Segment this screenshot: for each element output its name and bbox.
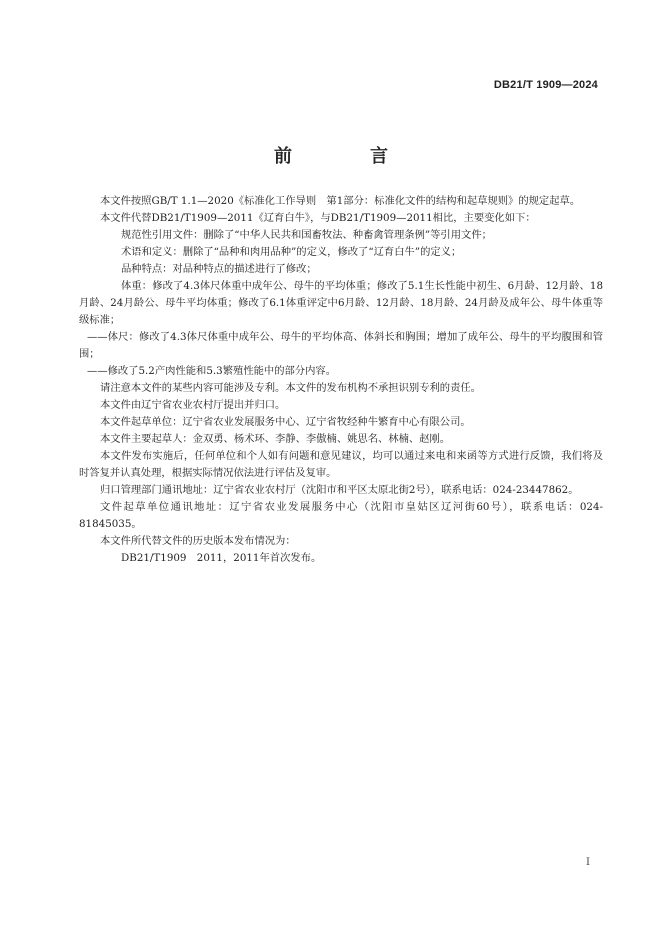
document-code: DB21/T 1909—2024 — [493, 79, 598, 91]
paragraph-proposer: 本文件由辽宁省农业农村厅提出并归口。 — [100, 399, 286, 411]
paragraph-body-size: ——体尺：修改了4.3体尺体重中成年公、母牛的平均体高、体斜长和胸围；增加了成年公、母牛的平均腹围和管围； — [79, 331, 603, 360]
page-title: 前 言 — [274, 146, 418, 167]
paragraph-normative-refs: 规范性引用文件：删除了“中华人民共和国畜牧法、种畜禽管理条例”等引用文件； — [121, 229, 492, 241]
paragraph-authority-address: 归口管理部门通讯地址：辽宁省农业农村厅（沈阳市和平区太原北街2号），联系电话：024-23447862。 — [100, 484, 579, 496]
paragraph-history-item: DB21/T1909 2011，2011年首次发布。 — [121, 552, 322, 564]
paragraph-breed-features: 品种特点：对品种特点的描述进行了修改； — [121, 263, 317, 275]
paragraph-drafters: 本文件主要起草人：金双勇、杨术环、李静、李傲楠、姚思名、林楠、赵刚。 — [100, 433, 451, 445]
paragraph-drafter-address: 文件起草单位通讯地址：辽宁省农业发展服务中心（沈阳市皇姑区辽河街60号），联系电话：024-81845035。 — [79, 501, 603, 530]
paragraph-meat-reproduction: ——修改了5.2产肉性能和5.3繁殖性能中的部分内容。 — [87, 365, 336, 377]
page-number: I — [586, 857, 590, 868]
paragraph-patent-notice: 请注意本文件的某些内容可能涉及专利。本文件的发布机构不承担识别专利的责任。 — [100, 382, 481, 394]
paragraph-terms: 术语和定义：删除了“品种和肉用品种”的定义，修改了“辽育白牛”的定义； — [121, 246, 462, 258]
paragraph-body-weight: 体重：修改了4.3体尺体重中成年公、母牛的平均体重；修改了5.1生长性能中初生、6月龄、12月龄、18月龄、24月龄公、母牛平均体重；修改了6.1体重评定中6月龄、12月龄、18月龄、24月龄及成年公、母牛体重等级标准； — [79, 280, 603, 326]
paragraph-drafting-units: 本文件起草单位：辽宁省农业发展服务中心、辽宁省牧经种牛繁育中心有限公司。 — [100, 416, 471, 428]
paragraph-history-intro: 本文件所代替文件的历史版本发布情况为： — [100, 535, 296, 547]
paragraph-drafting-basis: 本文件按照GB/T 1.1—2020《标准化工作导则 第1部分：标准化文件的结构和起草规则》的规定起草。 — [100, 195, 581, 207]
paragraph-replacement: 本文件代替DB21/T1909—2011《辽育白牛》，与DB21/T1909—2011相比，主要变化如下： — [100, 212, 536, 224]
foreword-body — [79, 193, 603, 567]
paragraph-feedback: 本文件发布实施后，任何单位和个人如有问题和意见建议，均可以通过来电和来函等方式进行反馈，我们将及时答复并认真处理，根据实际情况依法进行评估及复审。 — [79, 450, 603, 479]
